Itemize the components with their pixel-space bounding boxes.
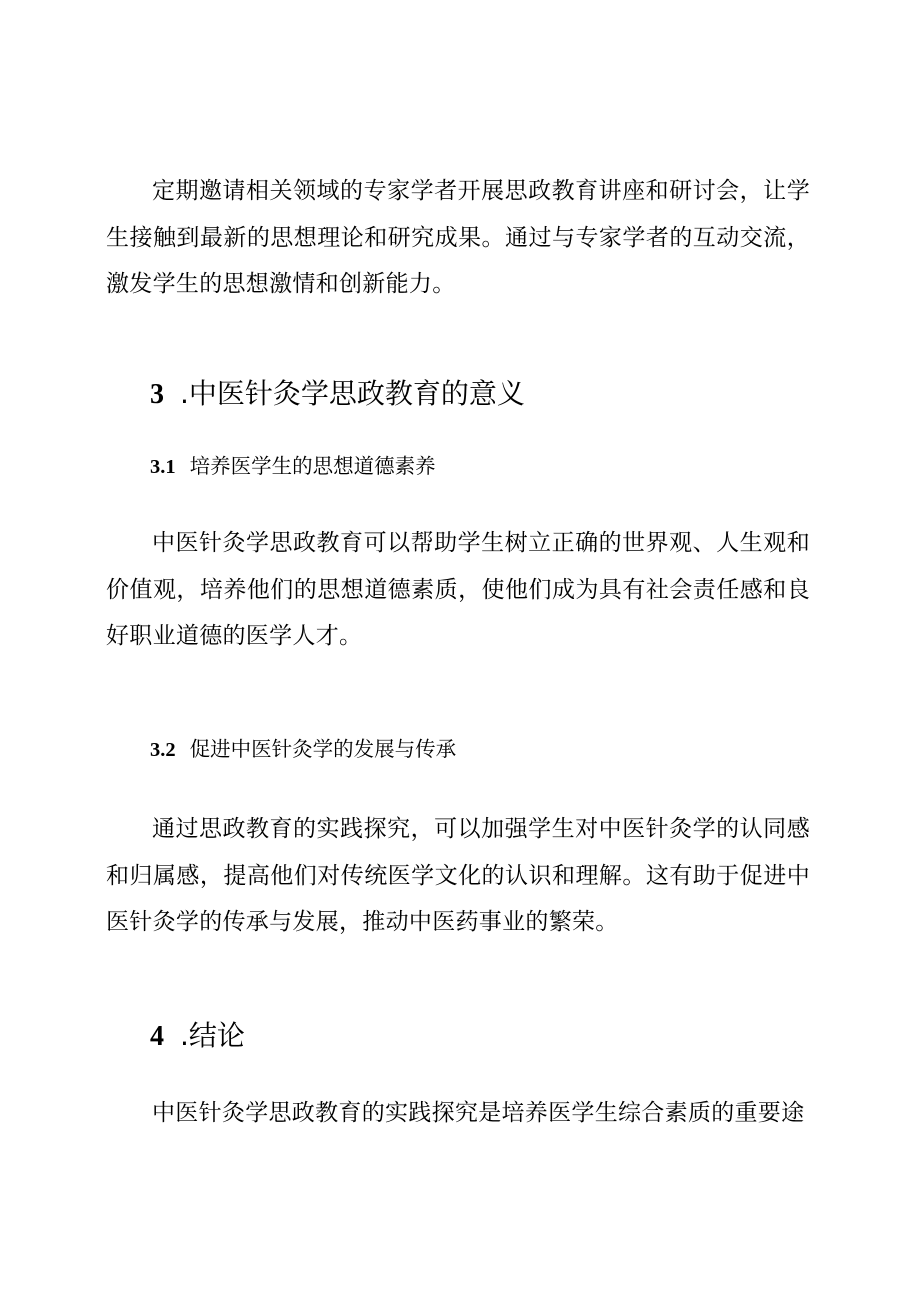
- subsection-3-1-number: 3.1: [150, 456, 176, 478]
- body-paragraph-1: 定期邀请相关领域的专家学者开展思政教育讲座和研讨会，让学生接触到最新的思想理论和研究成果。通过与专家学者的互动交流，激发学生的思想激情和创新能力。: [106, 178, 810, 297]
- section-3-title: .中医针灸学思政教育的意义: [180, 377, 525, 410]
- section-3-number: 3: [150, 379, 164, 410]
- section-4-number: 4: [150, 1021, 164, 1052]
- section-3-heading: [150, 374, 525, 415]
- subsection-3-2-title: 促进中医针灸学的发展与传承: [189, 737, 457, 761]
- section-4-title: .结论: [180, 1019, 245, 1052]
- subsection-3-1-heading: [150, 451, 436, 482]
- subsection-3-1-title: 培养医学生的思想道德素养: [189, 454, 436, 478]
- section-4-heading: [150, 1016, 245, 1057]
- body-paragraph-3: 通过思政教育的实践探究，可以加强学生对中医针灸学的认同感和归属感，提高他们对传统医学文化的认识和理解。这有助于促进中医针灸学的传承与发展，推动中医药事业的繁荣。: [106, 816, 810, 935]
- subsection-3-2-number: 3.2: [150, 739, 176, 761]
- subsection-3-2-heading: [150, 734, 456, 765]
- body-paragraph-4: 中医针灸学思政教育的实践探究是培养医学生综合素质的重要途: [152, 1100, 805, 1126]
- body-paragraph-2: 中医针灸学思政教育可以帮助学生树立正确的世界观、人生观和价值观，培养他们的思想道德素质，使他们成为具有社会责任感和良好职业道德的医学人才。: [106, 530, 810, 649]
